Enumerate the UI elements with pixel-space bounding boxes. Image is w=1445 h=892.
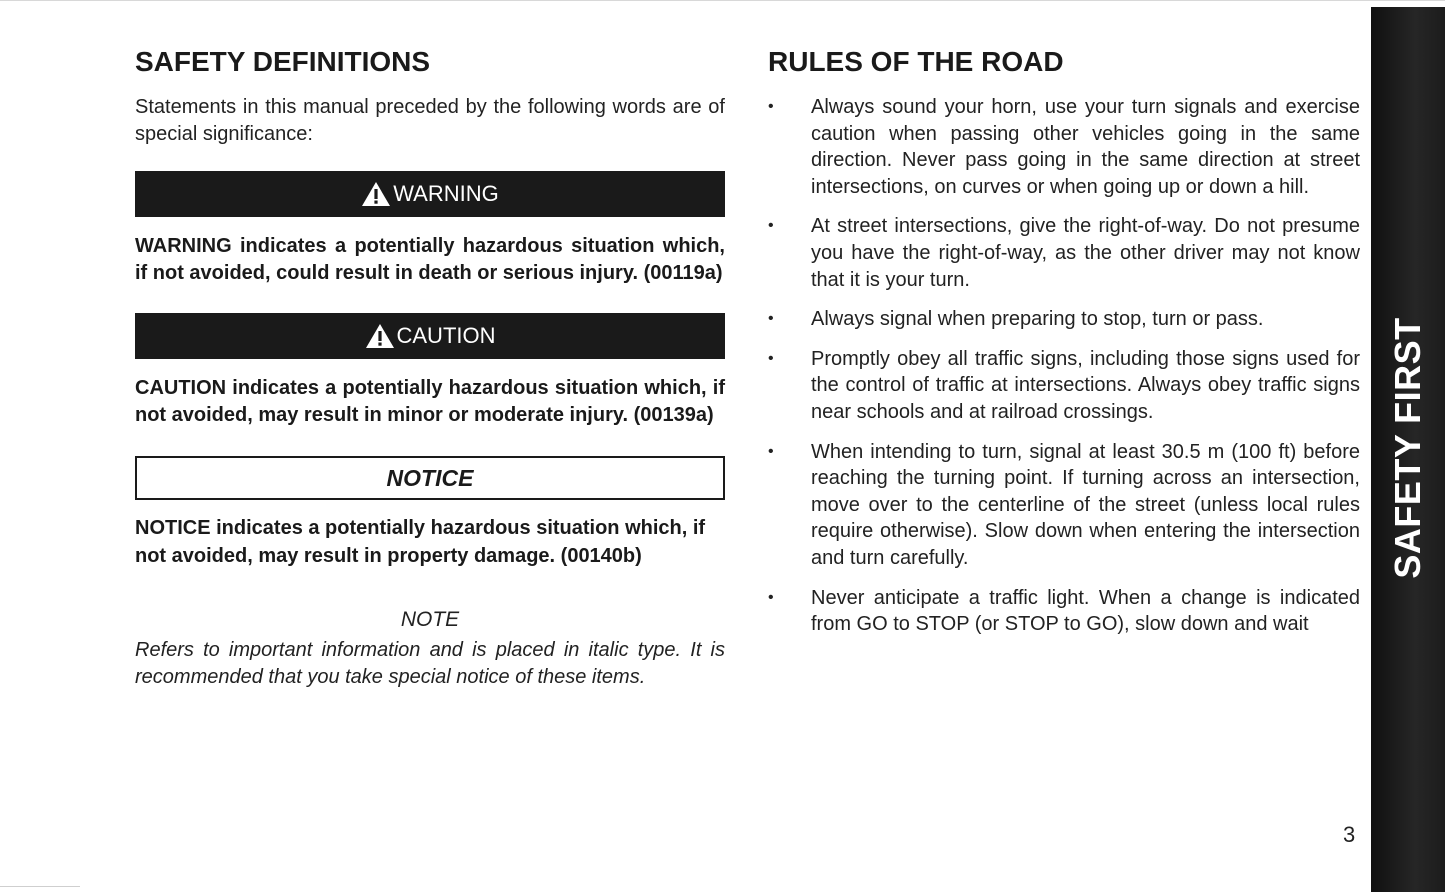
rules-of-the-road-section (768, 44, 1360, 651)
rule-text: Promptly obey all traffic signs, including those signs used for the control of traffic at intersections. Always obey traffic signs near schools and at railroad crossings. (811, 347, 1360, 423)
list-item (768, 439, 1360, 572)
caution-description: CAUTION indicates a potentially hazardous situation which, if not avoided, may result in minor or moderate injury. (00139a) (135, 377, 725, 426)
rule-text: At street intersections, give the right-of-way. Do not presume you have the right-of-way, as the other driver may not know that it is your turn. (811, 215, 1360, 291)
list-item (768, 94, 1360, 200)
rule-text: Always sound your horn, use your turn signals and exercise caution when passing other vehicles going in the same direction. Never pass going in the same direction at street intersections, on curves or when going up or down a hill. (811, 96, 1360, 198)
safety-definitions-section (135, 44, 725, 691)
caution-label: CAUTION (396, 323, 496, 348)
top-rule (0, 0, 1445, 1)
caution-banner (135, 313, 725, 359)
list-item (768, 346, 1360, 426)
notice-banner (135, 456, 725, 500)
notice-label: NOTICE (386, 464, 474, 491)
note-description: Refers to important information and is placed in italic type. It is recommended that you take special notice of these items. (135, 639, 725, 688)
bullet-icon: • (768, 442, 774, 460)
bullet-icon: • (768, 98, 774, 115)
note-title: NOTE (400, 608, 460, 631)
rule-text: Always signal when preparing to stop, turn or pass. (811, 308, 1264, 331)
warning-banner (135, 171, 725, 217)
alert-triangle-icon (365, 323, 395, 349)
warning-label: WARNING (393, 181, 499, 206)
rules-list (768, 94, 1360, 638)
list-item (768, 306, 1360, 333)
bullet-icon: • (768, 310, 774, 328)
warning-description: WARNING indicates a potentially hazardous situation which, if not avoided, could result in death or serious injury. (00119a) (135, 235, 725, 284)
safety-definitions-title: SAFETY DEFINITIONS (135, 46, 431, 77)
bullet-icon: • (768, 349, 774, 367)
alert-triangle-icon (361, 181, 391, 207)
rule-text: When intending to turn, signal at least 30.5 m (100 ft) before reaching the turning point. If turning across an intersection, move over to the centerline of the street (unless local rules require otherwise). Slow down when entering the intersection and turn carefully. (811, 440, 1360, 569)
bottom-rule (0, 886, 80, 887)
page-number: 3 (1343, 822, 1356, 847)
rule-text: Never anticipate a traffic light. When a change is indicated from GO to STOP (or STOP to GO), slow down and wait (811, 586, 1360, 636)
bullet-icon: • (768, 217, 774, 235)
rules-of-the-road-title: RULES OF THE ROAD (768, 46, 1064, 77)
list-item (768, 585, 1360, 638)
notice-description: NOTICE indicates a potentially hazardous situation which, if not avoided, may result in property damage. (00140b) (135, 517, 706, 567)
side-tab-label: SAFETY FIRST (1387, 317, 1428, 579)
list-item (768, 213, 1360, 293)
bullet-icon: • (768, 588, 774, 606)
safety-definitions-intro: Statements in this manual preceded by the following words are of special significance: (135, 96, 725, 145)
